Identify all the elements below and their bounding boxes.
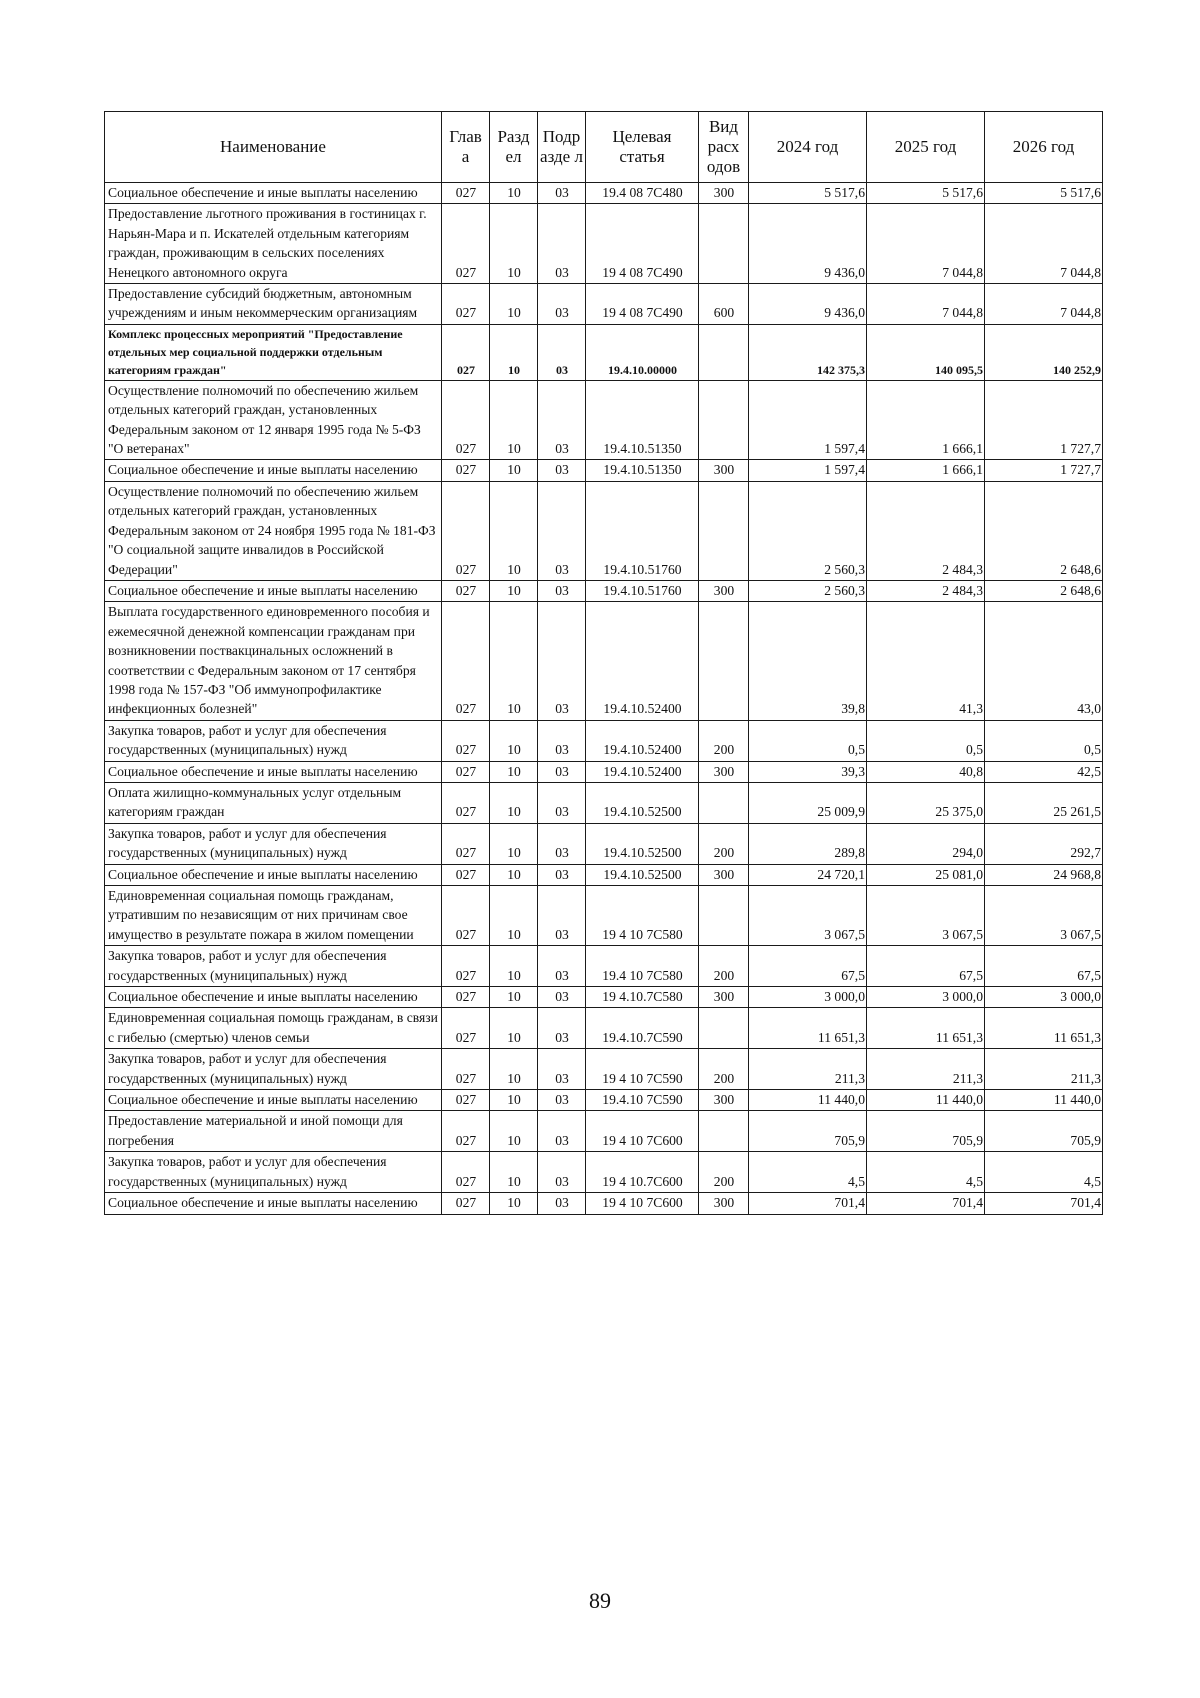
- row-2024: 1 597,4: [749, 460, 867, 481]
- row-2025: 211,3: [867, 1049, 985, 1090]
- row-subsection: 03: [538, 1193, 586, 1214]
- row-2025: 67,5: [867, 946, 985, 987]
- row-2024: 211,3: [749, 1049, 867, 1090]
- row-chapter: 027: [442, 380, 490, 460]
- row-section: 10: [490, 761, 538, 782]
- row-type: 300: [699, 183, 749, 204]
- row-2025: 2 484,3: [867, 481, 985, 580]
- table-row: [105, 987, 1103, 1008]
- row-section: 10: [490, 823, 538, 864]
- row-type: 300: [699, 761, 749, 782]
- row-type: 200: [699, 823, 749, 864]
- row-type: [699, 324, 749, 380]
- row-2026: 0,5: [985, 720, 1103, 761]
- row-section: 10: [490, 1090, 538, 1111]
- row-chapter: 027: [442, 987, 490, 1008]
- row-2025: 11 440,0: [867, 1090, 985, 1111]
- row-section: 10: [490, 183, 538, 204]
- row-target: 19 4 10 7С600: [586, 1193, 699, 1214]
- row-subsection: 03: [538, 946, 586, 987]
- row-name: Социальное обеспечение и иные выплаты населению: [105, 580, 442, 601]
- row-name: Комплекс процессных мероприятий "Предоставление отдельных мер социальной поддержки отдельным категориям граждан": [105, 324, 442, 380]
- row-name: Предоставление субсидий бюджетным, автономным учреждениям и иным некоммерческим организациям: [105, 284, 442, 325]
- row-subsection: 03: [538, 864, 586, 885]
- row-2024: 2 560,3: [749, 481, 867, 580]
- row-target: 19.4.10.00000: [586, 324, 699, 380]
- row-chapter: 027: [442, 761, 490, 782]
- header-2025: 2025 год: [867, 112, 985, 183]
- row-subsection: 03: [538, 1152, 586, 1193]
- table-row: [105, 1111, 1103, 1152]
- row-2026: 67,5: [985, 946, 1103, 987]
- row-subsection: 03: [538, 782, 586, 823]
- row-2026: 3 000,0: [985, 987, 1103, 1008]
- row-target: 19.4.10 7С590: [586, 1090, 699, 1111]
- row-section: 10: [490, 284, 538, 325]
- row-subsection: 03: [538, 886, 586, 946]
- row-section: 10: [490, 204, 538, 284]
- row-2025: 40,8: [867, 761, 985, 782]
- row-2024: 39,8: [749, 602, 867, 720]
- row-section: 10: [490, 720, 538, 761]
- row-section: 10: [490, 580, 538, 601]
- row-section: 10: [490, 1049, 538, 1090]
- row-subsection: 03: [538, 481, 586, 580]
- header-2024: 2024 год: [749, 112, 867, 183]
- row-subsection: 03: [538, 580, 586, 601]
- row-2024: 25 009,9: [749, 782, 867, 823]
- row-type: 200: [699, 946, 749, 987]
- header-section: Разд ел: [490, 112, 538, 183]
- row-section: 10: [490, 602, 538, 720]
- row-2025: 7 044,8: [867, 284, 985, 325]
- row-2025: 1 666,1: [867, 460, 985, 481]
- row-section: 10: [490, 782, 538, 823]
- row-section: 10: [490, 886, 538, 946]
- row-chapter: 027: [442, 946, 490, 987]
- row-chapter: 027: [442, 580, 490, 601]
- row-subsection: 03: [538, 1111, 586, 1152]
- row-2026: 292,7: [985, 823, 1103, 864]
- table-row: [105, 864, 1103, 885]
- row-chapter: 027: [442, 602, 490, 720]
- table-row: [105, 481, 1103, 580]
- row-target: 19.4.10.7С590: [586, 1008, 699, 1049]
- row-name: Закупка товаров, работ и услуг для обеспечения государственных (муниципальных) нужд: [105, 1049, 442, 1090]
- row-section: 10: [490, 380, 538, 460]
- row-target: 19.4.10.52500: [586, 782, 699, 823]
- row-name: Единовременная социальная помощь гражданам, утратившим по независящим от них причинам свое имущество в результате пожара в жилом помещении: [105, 886, 442, 946]
- row-target: 19 4 08 7С490: [586, 284, 699, 325]
- row-2024: 24 720,1: [749, 864, 867, 885]
- row-section: 10: [490, 324, 538, 380]
- row-target: 19 4 10 7С590: [586, 1049, 699, 1090]
- table-row: [105, 580, 1103, 601]
- row-name: Выплата государственного единовременного пособия и ежемесячной денежной компенсации гражданам при возникновении поствакцинальных осложнений в соответствии с Федеральным законом от 17 сентября 1998 года № 157-ФЗ "Об иммунопрофилактике инфекционных болезней": [105, 602, 442, 720]
- row-subsection: 03: [538, 1049, 586, 1090]
- row-subsection: 03: [538, 460, 586, 481]
- row-type: [699, 886, 749, 946]
- row-target: 19 4 10.7С600: [586, 1152, 699, 1193]
- table-row: [105, 1008, 1103, 1049]
- row-name: Предоставление льготного проживания в гостиницах г. Нарьян-Мара и п. Искателей отдельным категориям граждан, проживающим в сельских поселениях Ненецкого автономного округа: [105, 204, 442, 284]
- row-type: [699, 481, 749, 580]
- row-2026: 2 648,6: [985, 580, 1103, 601]
- row-2026: 705,9: [985, 1111, 1103, 1152]
- header-2026: 2026 год: [985, 112, 1103, 183]
- row-subsection: 03: [538, 602, 586, 720]
- row-section: 10: [490, 1111, 538, 1152]
- row-2024: 142 375,3: [749, 324, 867, 380]
- row-name: Закупка товаров, работ и услуг для обеспечения государственных (муниципальных) нужд: [105, 1152, 442, 1193]
- row-name: Социальное обеспечение и иные выплаты населению: [105, 183, 442, 204]
- row-chapter: 027: [442, 823, 490, 864]
- row-2024: 705,9: [749, 1111, 867, 1152]
- row-name: Социальное обеспечение и иные выплаты населению: [105, 1090, 442, 1111]
- page-number: 89: [589, 1588, 611, 1613]
- row-2025: 2 484,3: [867, 580, 985, 601]
- row-2026: 11 440,0: [985, 1090, 1103, 1111]
- row-chapter: 027: [442, 204, 490, 284]
- row-2025: 7 044,8: [867, 204, 985, 284]
- row-2025: 3 067,5: [867, 886, 985, 946]
- row-2025: 4,5: [867, 1152, 985, 1193]
- row-2024: 0,5: [749, 720, 867, 761]
- table-row: [105, 1090, 1103, 1111]
- row-target: 19.4.10.51350: [586, 380, 699, 460]
- row-2024: 11 440,0: [749, 1090, 867, 1111]
- table-row: [105, 380, 1103, 460]
- row-subsection: 03: [538, 1008, 586, 1049]
- row-2026: 2 648,6: [985, 481, 1103, 580]
- row-section: 10: [490, 481, 538, 580]
- header-subsection: Подр азде л: [538, 112, 586, 183]
- row-subsection: 03: [538, 183, 586, 204]
- table-row: [105, 1193, 1103, 1214]
- row-type: [699, 1111, 749, 1152]
- row-type: [699, 602, 749, 720]
- table-row: [105, 886, 1103, 946]
- row-chapter: 027: [442, 864, 490, 885]
- row-name: Закупка товаров, работ и услуг для обеспечения государственных (муниципальных) нужд: [105, 946, 442, 987]
- row-name: Закупка товаров, работ и услуг для обеспечения государственных (муниципальных) нужд: [105, 720, 442, 761]
- row-chapter: 027: [442, 1090, 490, 1111]
- row-target: 19.4.10.51760: [586, 580, 699, 601]
- row-target: 19 4 08 7С490: [586, 204, 699, 284]
- row-2026: 11 651,3: [985, 1008, 1103, 1049]
- row-name: Социальное обеспечение и иные выплаты населению: [105, 987, 442, 1008]
- row-chapter: 027: [442, 1049, 490, 1090]
- row-section: 10: [490, 1008, 538, 1049]
- row-2024: 5 517,6: [749, 183, 867, 204]
- row-type: 200: [699, 720, 749, 761]
- row-section: 10: [490, 1193, 538, 1214]
- row-2024: 701,4: [749, 1193, 867, 1214]
- row-chapter: 027: [442, 782, 490, 823]
- row-target: 19.4.10.52400: [586, 720, 699, 761]
- row-chapter: 027: [442, 324, 490, 380]
- row-2024: 9 436,0: [749, 204, 867, 284]
- row-target: 19 4.10.7С580: [586, 987, 699, 1008]
- row-2024: 11 651,3: [749, 1008, 867, 1049]
- row-2025: 701,4: [867, 1193, 985, 1214]
- row-name: Оплата жилищно-коммунальных услуг отдельным категориям граждан: [105, 782, 442, 823]
- row-chapter: 027: [442, 886, 490, 946]
- row-2026: 211,3: [985, 1049, 1103, 1090]
- row-2026: 3 067,5: [985, 886, 1103, 946]
- row-2024: 9 436,0: [749, 284, 867, 325]
- budget-table: [104, 111, 1103, 1215]
- row-subsection: 03: [538, 1090, 586, 1111]
- row-section: 10: [490, 987, 538, 1008]
- row-name: Социальное обеспечение и иные выплаты населению: [105, 1193, 442, 1214]
- row-type: [699, 204, 749, 284]
- table-row: [105, 284, 1103, 325]
- row-target: 19.4 08 7С480: [586, 183, 699, 204]
- row-type: 300: [699, 1090, 749, 1111]
- row-2024: 39,3: [749, 761, 867, 782]
- row-target: 19.4.10.52400: [586, 761, 699, 782]
- table-row: [105, 602, 1103, 720]
- row-name: Предоставление материальной и иной помощи для погребения: [105, 1111, 442, 1152]
- row-target: 19.4.10.51760: [586, 481, 699, 580]
- row-type: 300: [699, 987, 749, 1008]
- row-2025: 5 517,6: [867, 183, 985, 204]
- row-type: 300: [699, 864, 749, 885]
- table-header-row: [105, 112, 1103, 183]
- row-2025: 1 666,1: [867, 380, 985, 460]
- row-2025: 0,5: [867, 720, 985, 761]
- row-type: [699, 782, 749, 823]
- row-subsection: 03: [538, 987, 586, 1008]
- row-section: 10: [490, 946, 538, 987]
- row-2025: 11 651,3: [867, 1008, 985, 1049]
- row-type: 300: [699, 1193, 749, 1214]
- row-chapter: 027: [442, 460, 490, 481]
- row-chapter: 027: [442, 481, 490, 580]
- table-row: [105, 761, 1103, 782]
- row-2025: 294,0: [867, 823, 985, 864]
- row-2024: 4,5: [749, 1152, 867, 1193]
- row-2025: 25 081,0: [867, 864, 985, 885]
- row-2025: 705,9: [867, 1111, 985, 1152]
- row-subsection: 03: [538, 380, 586, 460]
- row-2025: 41,3: [867, 602, 985, 720]
- row-section: 10: [490, 1152, 538, 1193]
- table-row: [105, 720, 1103, 761]
- row-2026: 42,5: [985, 761, 1103, 782]
- table-row: [105, 460, 1103, 481]
- row-2025: 25 375,0: [867, 782, 985, 823]
- table-row: [105, 782, 1103, 823]
- row-name: Социальное обеспечение и иные выплаты населению: [105, 460, 442, 481]
- row-name: Осуществление полномочий по обеспечению жильем отдельных категорий граждан, установленных Федеральным законом от 24 ноября 1995 года № 181-ФЗ "О социальной защите инвалидов в Российской Федерации": [105, 481, 442, 580]
- row-2024: 3 067,5: [749, 886, 867, 946]
- row-2024: 289,8: [749, 823, 867, 864]
- row-type: 300: [699, 460, 749, 481]
- row-target: 19.4 10 7С580: [586, 946, 699, 987]
- row-2024: 3 000,0: [749, 987, 867, 1008]
- row-chapter: 027: [442, 1111, 490, 1152]
- row-chapter: 027: [442, 284, 490, 325]
- row-subsection: 03: [538, 284, 586, 325]
- row-chapter: 027: [442, 720, 490, 761]
- row-2026: 140 252,9: [985, 324, 1103, 380]
- row-target: 19.4.10.51350: [586, 460, 699, 481]
- row-2024: 1 597,4: [749, 380, 867, 460]
- row-2026: 7 044,8: [985, 204, 1103, 284]
- row-type: [699, 1008, 749, 1049]
- header-chapter: Глав а: [442, 112, 490, 183]
- table-row: [105, 324, 1103, 380]
- row-2026: 1 727,7: [985, 460, 1103, 481]
- row-chapter: 027: [442, 1193, 490, 1214]
- row-type: 600: [699, 284, 749, 325]
- row-2026: 4,5: [985, 1152, 1103, 1193]
- row-type: 300: [699, 580, 749, 601]
- row-chapter: 027: [442, 183, 490, 204]
- row-2026: 25 261,5: [985, 782, 1103, 823]
- row-name: Осуществление полномочий по обеспечению жильем отдельных категорий граждан, установленных Федеральным законом от 12 января 1995 года № 5-ФЗ "О ветеранах": [105, 380, 442, 460]
- row-2024: 67,5: [749, 946, 867, 987]
- row-target: 19.4.10.52400: [586, 602, 699, 720]
- row-2026: 5 517,6: [985, 183, 1103, 204]
- header-target: Целевая статья: [586, 112, 699, 183]
- row-target: 19 4 10 7С600: [586, 1111, 699, 1152]
- table-row: [105, 823, 1103, 864]
- row-type: 200: [699, 1152, 749, 1193]
- row-type: 200: [699, 1049, 749, 1090]
- table-row: [105, 183, 1103, 204]
- row-subsection: 03: [538, 761, 586, 782]
- row-name: Единовременная социальная помощь гражданам, в связи с гибелью (смертью) членов семьи: [105, 1008, 442, 1049]
- row-subsection: 03: [538, 823, 586, 864]
- table-row: [105, 1049, 1103, 1090]
- header-name: Наименование: [105, 112, 442, 183]
- row-2026: 43,0: [985, 602, 1103, 720]
- row-type: [699, 380, 749, 460]
- row-subsection: 03: [538, 204, 586, 284]
- row-target: 19.4.10.52500: [586, 864, 699, 885]
- row-2026: 7 044,8: [985, 284, 1103, 325]
- table-row: [105, 946, 1103, 987]
- row-2025: 3 000,0: [867, 987, 985, 1008]
- row-2026: 701,4: [985, 1193, 1103, 1214]
- row-target: 19 4 10 7С580: [586, 886, 699, 946]
- row-2024: 2 560,3: [749, 580, 867, 601]
- table-row: [105, 204, 1103, 284]
- row-2026: 24 968,8: [985, 864, 1103, 885]
- table-body: [105, 183, 1103, 1215]
- row-chapter: 027: [442, 1008, 490, 1049]
- row-section: 10: [490, 864, 538, 885]
- row-subsection: 03: [538, 324, 586, 380]
- row-target: 19.4.10.52500: [586, 823, 699, 864]
- table-row: [105, 1152, 1103, 1193]
- row-subsection: 03: [538, 720, 586, 761]
- row-name: Социальное обеспечение и иные выплаты населению: [105, 761, 442, 782]
- row-name: Социальное обеспечение и иные выплаты населению: [105, 864, 442, 885]
- header-type: Вид расх одов: [699, 112, 749, 183]
- row-chapter: 027: [442, 1152, 490, 1193]
- row-name: Закупка товаров, работ и услуг для обеспечения государственных (муниципальных) нужд: [105, 823, 442, 864]
- row-2025: 140 095,5: [867, 324, 985, 380]
- row-section: 10: [490, 460, 538, 481]
- row-2026: 1 727,7: [985, 380, 1103, 460]
